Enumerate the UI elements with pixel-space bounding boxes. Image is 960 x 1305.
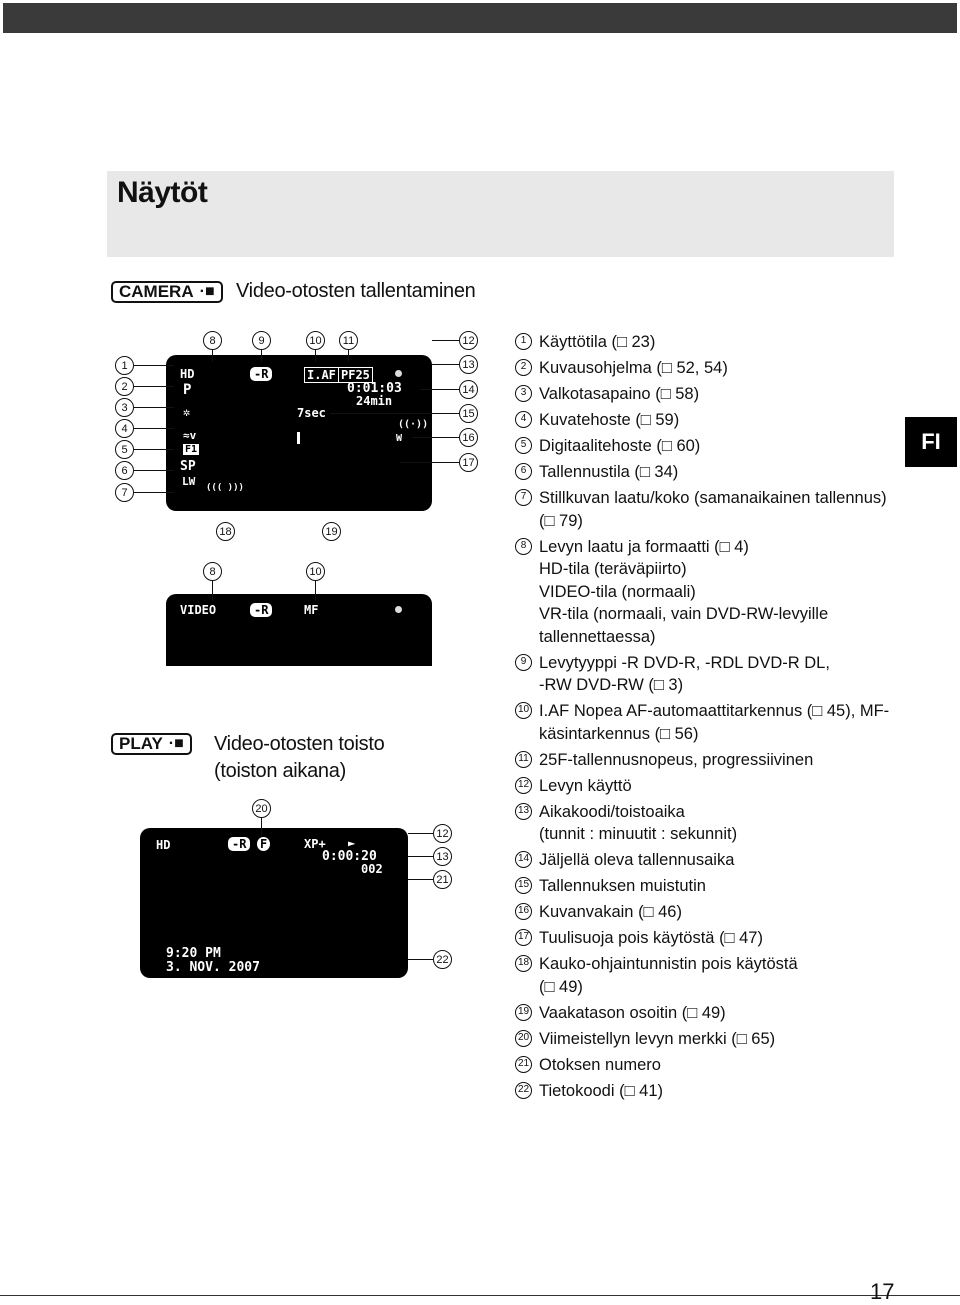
wind-screen-off-icon: W (396, 433, 403, 444)
callout-14: 14 (459, 380, 478, 399)
callout-12: 12 (459, 331, 478, 350)
legend-text: Aikakoodi/toistoaika (tunnit : minuutit : sekunnit) (539, 802, 738, 843)
timecode-display: 0:01:03 (347, 381, 402, 396)
play-icon: ► (348, 836, 356, 850)
disc-operation-icon-2 (395, 606, 402, 613)
white-balance-icon: ✲ (183, 405, 191, 419)
leader-17 (400, 462, 459, 463)
leader-3 (134, 407, 174, 408)
still-quality-indicator: LW (182, 475, 196, 488)
leader-8b (212, 581, 213, 601)
image-effect-icon: ≈v (183, 429, 197, 442)
legend-text: Jäljellä oleva tallennusaika (539, 851, 735, 869)
leader-5 (134, 449, 174, 450)
image-stabilizer-icon: ((·)) (398, 419, 429, 430)
legend-number: 8 (515, 538, 532, 555)
leader-2 (134, 386, 174, 387)
callout-17: 17 (459, 453, 478, 472)
program-indicator: P (183, 382, 192, 398)
legend-item (515, 749, 895, 772)
recording-mode-indicator: SP (180, 459, 196, 474)
legend-number: 22 (515, 1082, 532, 1099)
record-screen-video-mode (166, 594, 432, 666)
record-reminder-display: 7sec (297, 406, 326, 420)
scene-number-display: 002 (361, 862, 383, 876)
legend-number: 9 (515, 654, 532, 671)
manual-focus-indicator: MF (304, 603, 319, 617)
callout-10b: 10 (306, 562, 325, 581)
callout-12b: 12 (433, 824, 452, 843)
callout-13: 13 (459, 355, 478, 374)
leader-21 (408, 879, 433, 880)
legend-number: 13 (515, 803, 532, 820)
camera-badge-label: CAMERA (119, 282, 194, 301)
legend-list (515, 331, 895, 1106)
legend-text: Kauko-ohjaintunnistin pois käytöstä (□ 49) (539, 955, 798, 996)
legend-text: I.AF Nopea AF-automaattitarkennus (□ 45), MF-käsintarkennus (□ 56) (539, 702, 890, 743)
callout-3: 3 (115, 398, 134, 417)
legend-number: 1 (515, 333, 532, 350)
legend-text: Tallennuksen muistutin (539, 877, 706, 895)
leader-15 (330, 413, 459, 414)
pf25-indicator: PF25 (338, 367, 373, 383)
level-marker-icon (297, 432, 300, 444)
legend-item (515, 536, 895, 649)
legend-text: Viimeistellyn levyn merkki (□ 65) (539, 1029, 776, 1048)
screen-cutout (160, 666, 180, 694)
leader-13b (408, 856, 433, 857)
leader-10 (315, 350, 316, 362)
camera-mode-badge (111, 281, 223, 303)
legend-item (515, 487, 895, 532)
legend-text: Käyttötila (□ 23) (539, 333, 656, 351)
title-band (107, 171, 894, 257)
disc-type-indicator-play: -R (228, 837, 250, 851)
callout-9: 9 (252, 331, 271, 350)
legend-text: Levyn laatu ja formaatti (□ 4) HD-tila (teräväpiirto) VIDEO-tila (normaali) VR-tila (normaali, vain DVD-RW-levyille tallennettaessa) (539, 537, 829, 646)
page-title: Näytöt (117, 176, 208, 209)
legend-number: 6 (515, 463, 532, 480)
callout-22: 22 (433, 950, 452, 969)
legend-text: Kuvausohjelma (□ 52, 54) (539, 359, 728, 377)
disc-type-indicator: -R (250, 367, 272, 381)
callout-8b: 8 (203, 562, 222, 581)
leader-7 (134, 492, 174, 493)
leader-14 (420, 389, 459, 390)
play-section-heading-line2: (toiston aikana) (214, 760, 346, 782)
xp-mode-indicator: XP+ (304, 837, 326, 851)
footer-rule (0, 1295, 960, 1296)
legend-number: 12 (515, 777, 532, 794)
leader-9 (261, 350, 262, 362)
legend-item (515, 700, 895, 745)
callout-11: 11 (339, 331, 358, 350)
legend-item (515, 461, 895, 484)
legend-item (515, 409, 895, 432)
digital-effect-indicator: F1 (185, 444, 198, 455)
legend-text: Valkotasapaino (□ 58) (539, 385, 700, 403)
callout-16: 16 (459, 428, 478, 447)
callout-18: 18 (216, 522, 235, 541)
callout-21: 21 (433, 870, 452, 889)
legend-number: 16 (515, 903, 532, 920)
legend-text: 25F-tallennusnopeus, progressiivinen (539, 750, 814, 769)
leader-22 (408, 959, 433, 960)
legend-item (515, 849, 895, 872)
leader-6 (134, 470, 174, 471)
legend-number: 21 (515, 1056, 532, 1073)
legend-item (515, 435, 895, 458)
legend-text: Levytyyppi -R DVD-R, -RDL DVD-R DL, -RW DVD-RW (□ 3) (539, 653, 830, 694)
callout-19: 19 (322, 522, 341, 541)
leader-16 (412, 437, 459, 438)
legend-item (515, 357, 895, 380)
legend-item (515, 652, 895, 697)
leader-20 (261, 818, 262, 836)
legend-text: Digitaalitehoste (□ 60) (539, 437, 701, 455)
leader-12 (432, 340, 459, 341)
legend-item (515, 901, 895, 924)
play-badge-label: PLAY (119, 734, 163, 753)
callout-1: 1 (115, 356, 134, 375)
record-screen (166, 355, 432, 511)
legend-number: 19 (515, 1004, 532, 1021)
legend-item (515, 1080, 895, 1103)
legend-text: Tietokoodi (□ 41) (539, 1081, 663, 1100)
data-code-time: 9:20 PM (166, 946, 221, 961)
legend-number: 11 (515, 751, 532, 768)
legend-number: 5 (515, 437, 532, 454)
legend-item (515, 1054, 895, 1077)
leader-4 (134, 428, 174, 429)
legend-number: 14 (515, 851, 532, 868)
play-mode-badge (111, 733, 192, 755)
leader-12b (408, 833, 433, 834)
movie-camera-icon-play: ·■ (168, 735, 184, 752)
disc-type-indicator-2: -R (250, 603, 272, 617)
legend-number: 4 (515, 411, 532, 428)
page-number: 17 (870, 1279, 895, 1304)
legend-text: Levyn käyttö (539, 776, 632, 795)
leader-10b (315, 581, 316, 601)
disc-quality-indicator-play: HD (156, 838, 171, 852)
remaining-time-display: 24min (356, 394, 393, 408)
leader-1 (134, 365, 174, 366)
legend-text: Stillkuvan laatu/koko (samanaikainen tallennus) (□ 79) (539, 489, 887, 530)
leader-11 (348, 350, 349, 362)
callout-20: 20 (252, 799, 271, 818)
disc-operation-icon (395, 370, 402, 377)
legend-item (515, 383, 895, 406)
remote-sensor-off-icon: ((( ))) (206, 483, 244, 493)
legend-text: Kuvanvakain (□ 46) (539, 903, 682, 921)
legend-number: 3 (515, 385, 532, 402)
legend-item (515, 775, 895, 798)
legend-item (515, 1028, 895, 1051)
callout-5: 5 (115, 440, 134, 459)
leader-8 (212, 350, 213, 362)
legend-item (515, 1002, 895, 1025)
top-bar (3, 3, 957, 33)
callout-15: 15 (459, 404, 478, 423)
legend-item (515, 331, 895, 354)
callout-8: 8 (203, 331, 222, 350)
data-code-date: 3. NOV. 2007 (166, 960, 260, 975)
playback-time-display: 0:00:20 (322, 849, 377, 864)
legend-number: 20 (515, 1030, 532, 1047)
play-section-heading-line1: Video-otosten toisto (214, 733, 385, 755)
legend-number: 17 (515, 929, 532, 946)
disc-quality-indicator-2: VIDEO (180, 603, 217, 617)
camera-section-heading: Video-otosten tallentaminen (236, 280, 476, 302)
callout-6: 6 (115, 461, 134, 480)
callout-7: 7 (115, 483, 134, 502)
legend-text: Otoksen numero (539, 1055, 661, 1074)
movie-camera-icon: ·■ (199, 283, 215, 300)
legend-item (515, 875, 895, 898)
callout-13b: 13 (433, 847, 452, 866)
legend-text: Tallennustila (□ 34) (539, 463, 679, 481)
legend-number: 7 (515, 489, 532, 506)
legend-text: Vaakatason osoitin (□ 49) (539, 1003, 726, 1022)
playback-screen (140, 828, 408, 978)
legend-number: 2 (515, 359, 532, 376)
legend-item (515, 953, 895, 998)
legend-number: 15 (515, 877, 532, 894)
callout-10: 10 (306, 331, 325, 350)
callout-2: 2 (115, 377, 134, 396)
instant-af-indicator: I.AF (304, 367, 339, 383)
legend-item (515, 927, 895, 950)
leader-13 (432, 364, 459, 365)
legend-number: 10 (515, 702, 532, 719)
language-tab: FI (905, 417, 957, 467)
callout-4: 4 (115, 419, 134, 438)
disc-quality-indicator: HD (180, 367, 195, 381)
legend-number: 18 (515, 955, 532, 972)
legend-item (515, 801, 895, 846)
legend-text: Kuvatehoste (□ 59) (539, 411, 680, 429)
finalized-disc-icon: F (257, 837, 270, 851)
legend-text: Tuulisuoja pois käytöstä (□ 47) (539, 929, 763, 947)
